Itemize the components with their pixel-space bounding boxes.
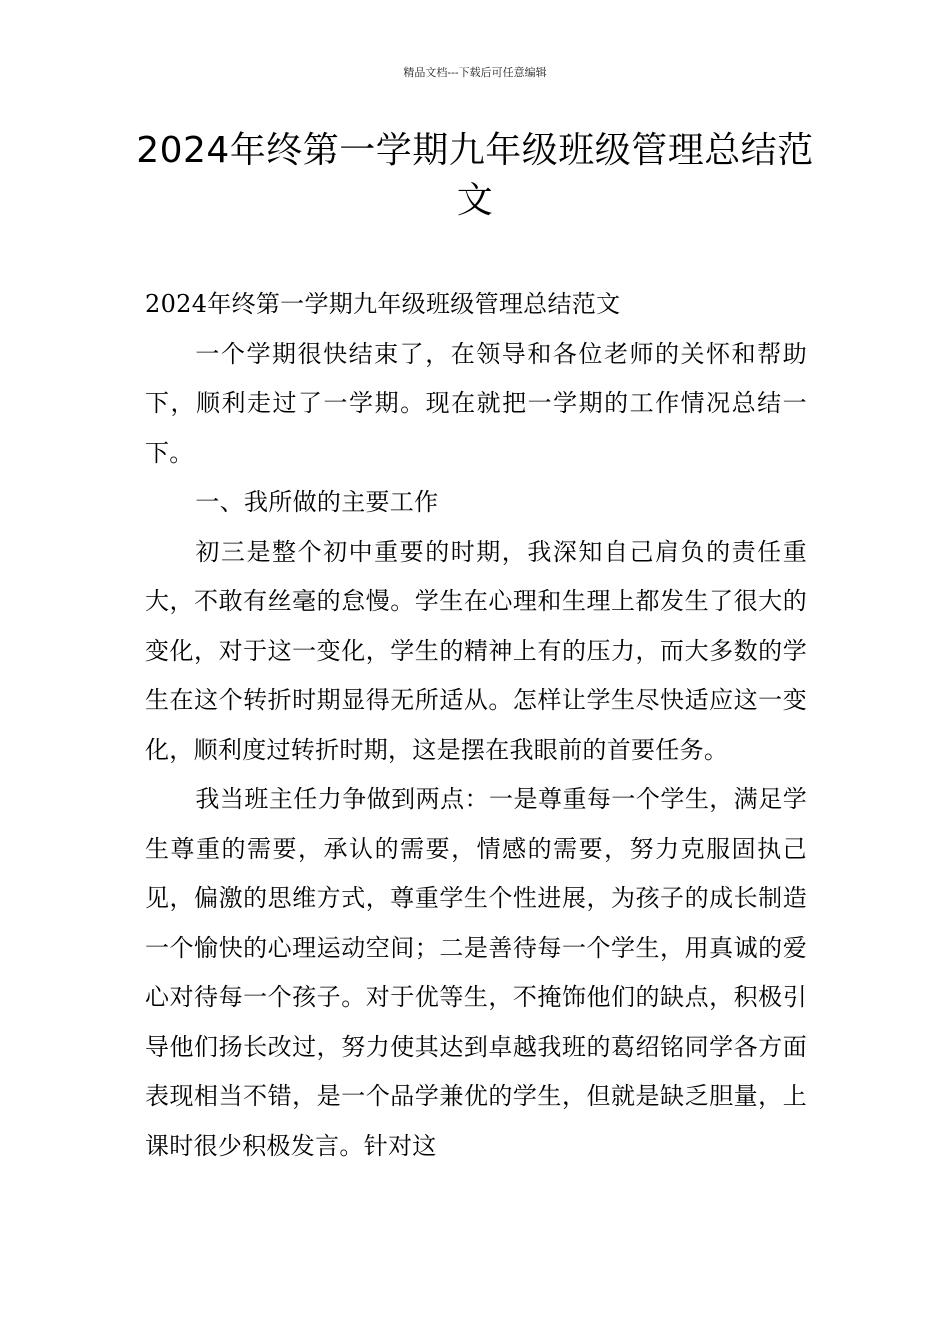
- section-heading: 一、我所做的主要工作: [195, 488, 439, 516]
- paragraph-class-teacher: 我当班主任力争做到两点：一是尊重每一个学生，满足学生尊重的需要，承认的需要，情感的需要，努力克服固执己见，偏激的思维方式，尊重学生个性进展，为孩子的成长制造一个愉快的心理运动空间；二是善待每一个学生，用真诚的爱心对待每一个孩子。对于优等生，不掩饰他们的缺点，积极引导他们扬长改过，努力使其达到卓越我班的葛绍铭同学各方面表现相当不错，是一个品学兼优的学生，但就是缺乏胆量，上课时很少积极发言。针对这: [145, 785, 807, 1160]
- paragraph-intro: 一个学期很快结束了，在领导和各位老师的关怀和帮助下，顺利走过了一学期。现在就把一学期的工作情况总结一下。: [145, 339, 807, 467]
- document-title: 2024年终第一学期九年级班级管理总结范文: [136, 130, 814, 221]
- document-body: [145, 280, 807, 1171]
- header-note: 精品文档---下载后可任意编辑: [403, 66, 547, 79]
- subtitle-line: 2024年终第一学期九年级班级管理总结范文: [145, 290, 621, 318]
- paragraph-grade-three: 初三是整个初中重要的时期，我深知自己肩负的责任重大，不敢有丝毫的怠慢。学生在心理和生理上都发生了很大的变化，对于这一变化，学生的精神上有的压力，而大多数的学生在这个转折时期显得无所适从。怎样让学生尽快适应这一变化，顺利度过转折时期，这是摆在我眼前的首要任务。: [145, 537, 807, 764]
